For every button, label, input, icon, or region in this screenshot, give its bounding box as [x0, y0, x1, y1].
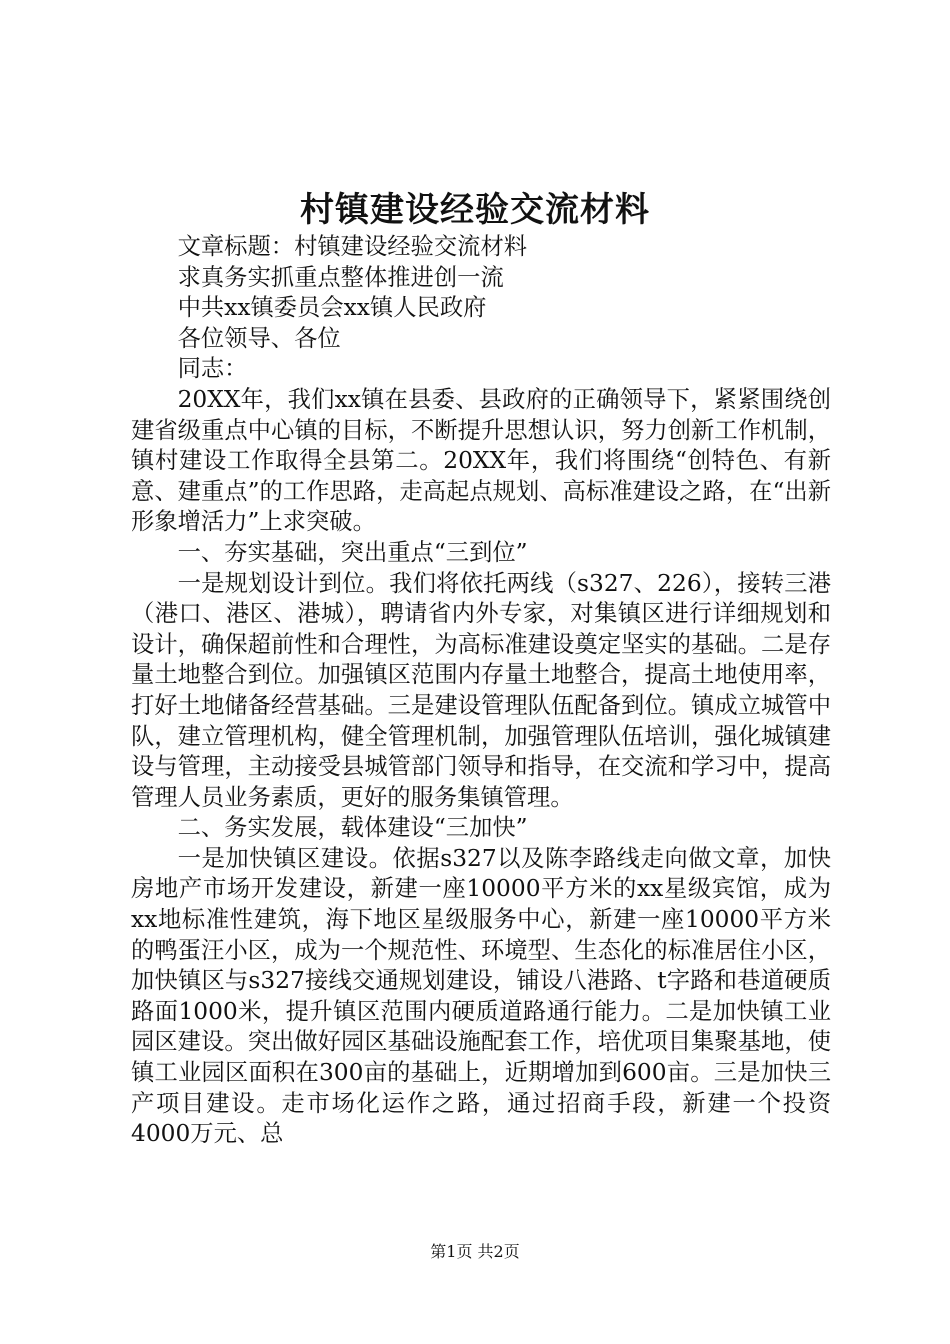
- paragraph-issuer: 中共xx镇委员会xx镇人民政府: [177, 294, 487, 322]
- document-title: 村镇建设经验交流材料: [300, 190, 650, 230]
- page-number-footer: 第1页 共2页: [430, 1242, 520, 1261]
- section-heading-1: 一、夯实基础，突出重点“三到位”: [177, 538, 528, 566]
- section-heading-2: 二、务实发展，载体建设“三加快”: [177, 814, 528, 842]
- paragraph-intro: 20XX年，我们xx镇在县委、县政府的正确领导下，紧紧围绕创建省级重点中心镇的目标，不断提升思想认识，努力创新工作机制，镇村建设工作取得全县第二。20XX年，我们将围绕“创特色、有新意、建重点”的工作思路，走高起点规划、高标准建设之路，在“出新形象增活力”上求突破。: [131, 385, 831, 536]
- document-body: [131, 232, 831, 1150]
- paragraph-subtitle: 求真务实抓重点整体推进创一流: [177, 263, 504, 291]
- paragraph-salutation-end: 同志：: [177, 355, 248, 383]
- paragraph-article-title: 文章标题：村镇建设经验交流材料: [177, 233, 528, 260]
- paragraph-section-2: 一是加快镇区建设。依据s327以及陈李路线走向做文章，加快房地产市场开发建设，新建一座10000平方米的xx星级宾馆，成为xx地标准性建筑，海下地区星级服务中心，新建一座10000平方米的鸭蛋汪小区，成为一个规范性、环境型、生态化的标准居住小区，加快镇区与s327接线交通规划建设，铺设八港路、t字路和巷道硬质路面1000米，提升镇区范围内硬质道路通行能力。二是加快镇工业园区建设。突出做好园区基础设施配套工作，培优项目集聚基地，使镇工业园区面积在300亩的基础上，近期增加到600亩。三是加快三产项目建设。走市场化运作之路，通过招商手段，新建一个投资4000万元、总: [131, 844, 831, 1148]
- paragraph-section-1: 一是规划设计到位。我们将依托两线（s327、226），接转三港（港口、港区、港城），聘请省内外专家，对集镇区进行详细规划和设计，确保超前性和合理性，为高标准建设奠定坚实的基础。二是存量土地整合到位。加强镇区范围内存量土地整合，提高土地使用率，打好土地储备经营基础。三是建设管理队伍配备到位。镇成立城管中队，建立管理机构，健全管理机制，加强管理队伍培训，强化城镇建设与管理，主动接受县城管部门领导和指导，在交流和学习中，提高管理人员业务素质，更好的服务集镇管理。: [131, 569, 831, 811]
- paragraph-salutation: 各位领导、各位: [177, 324, 341, 352]
